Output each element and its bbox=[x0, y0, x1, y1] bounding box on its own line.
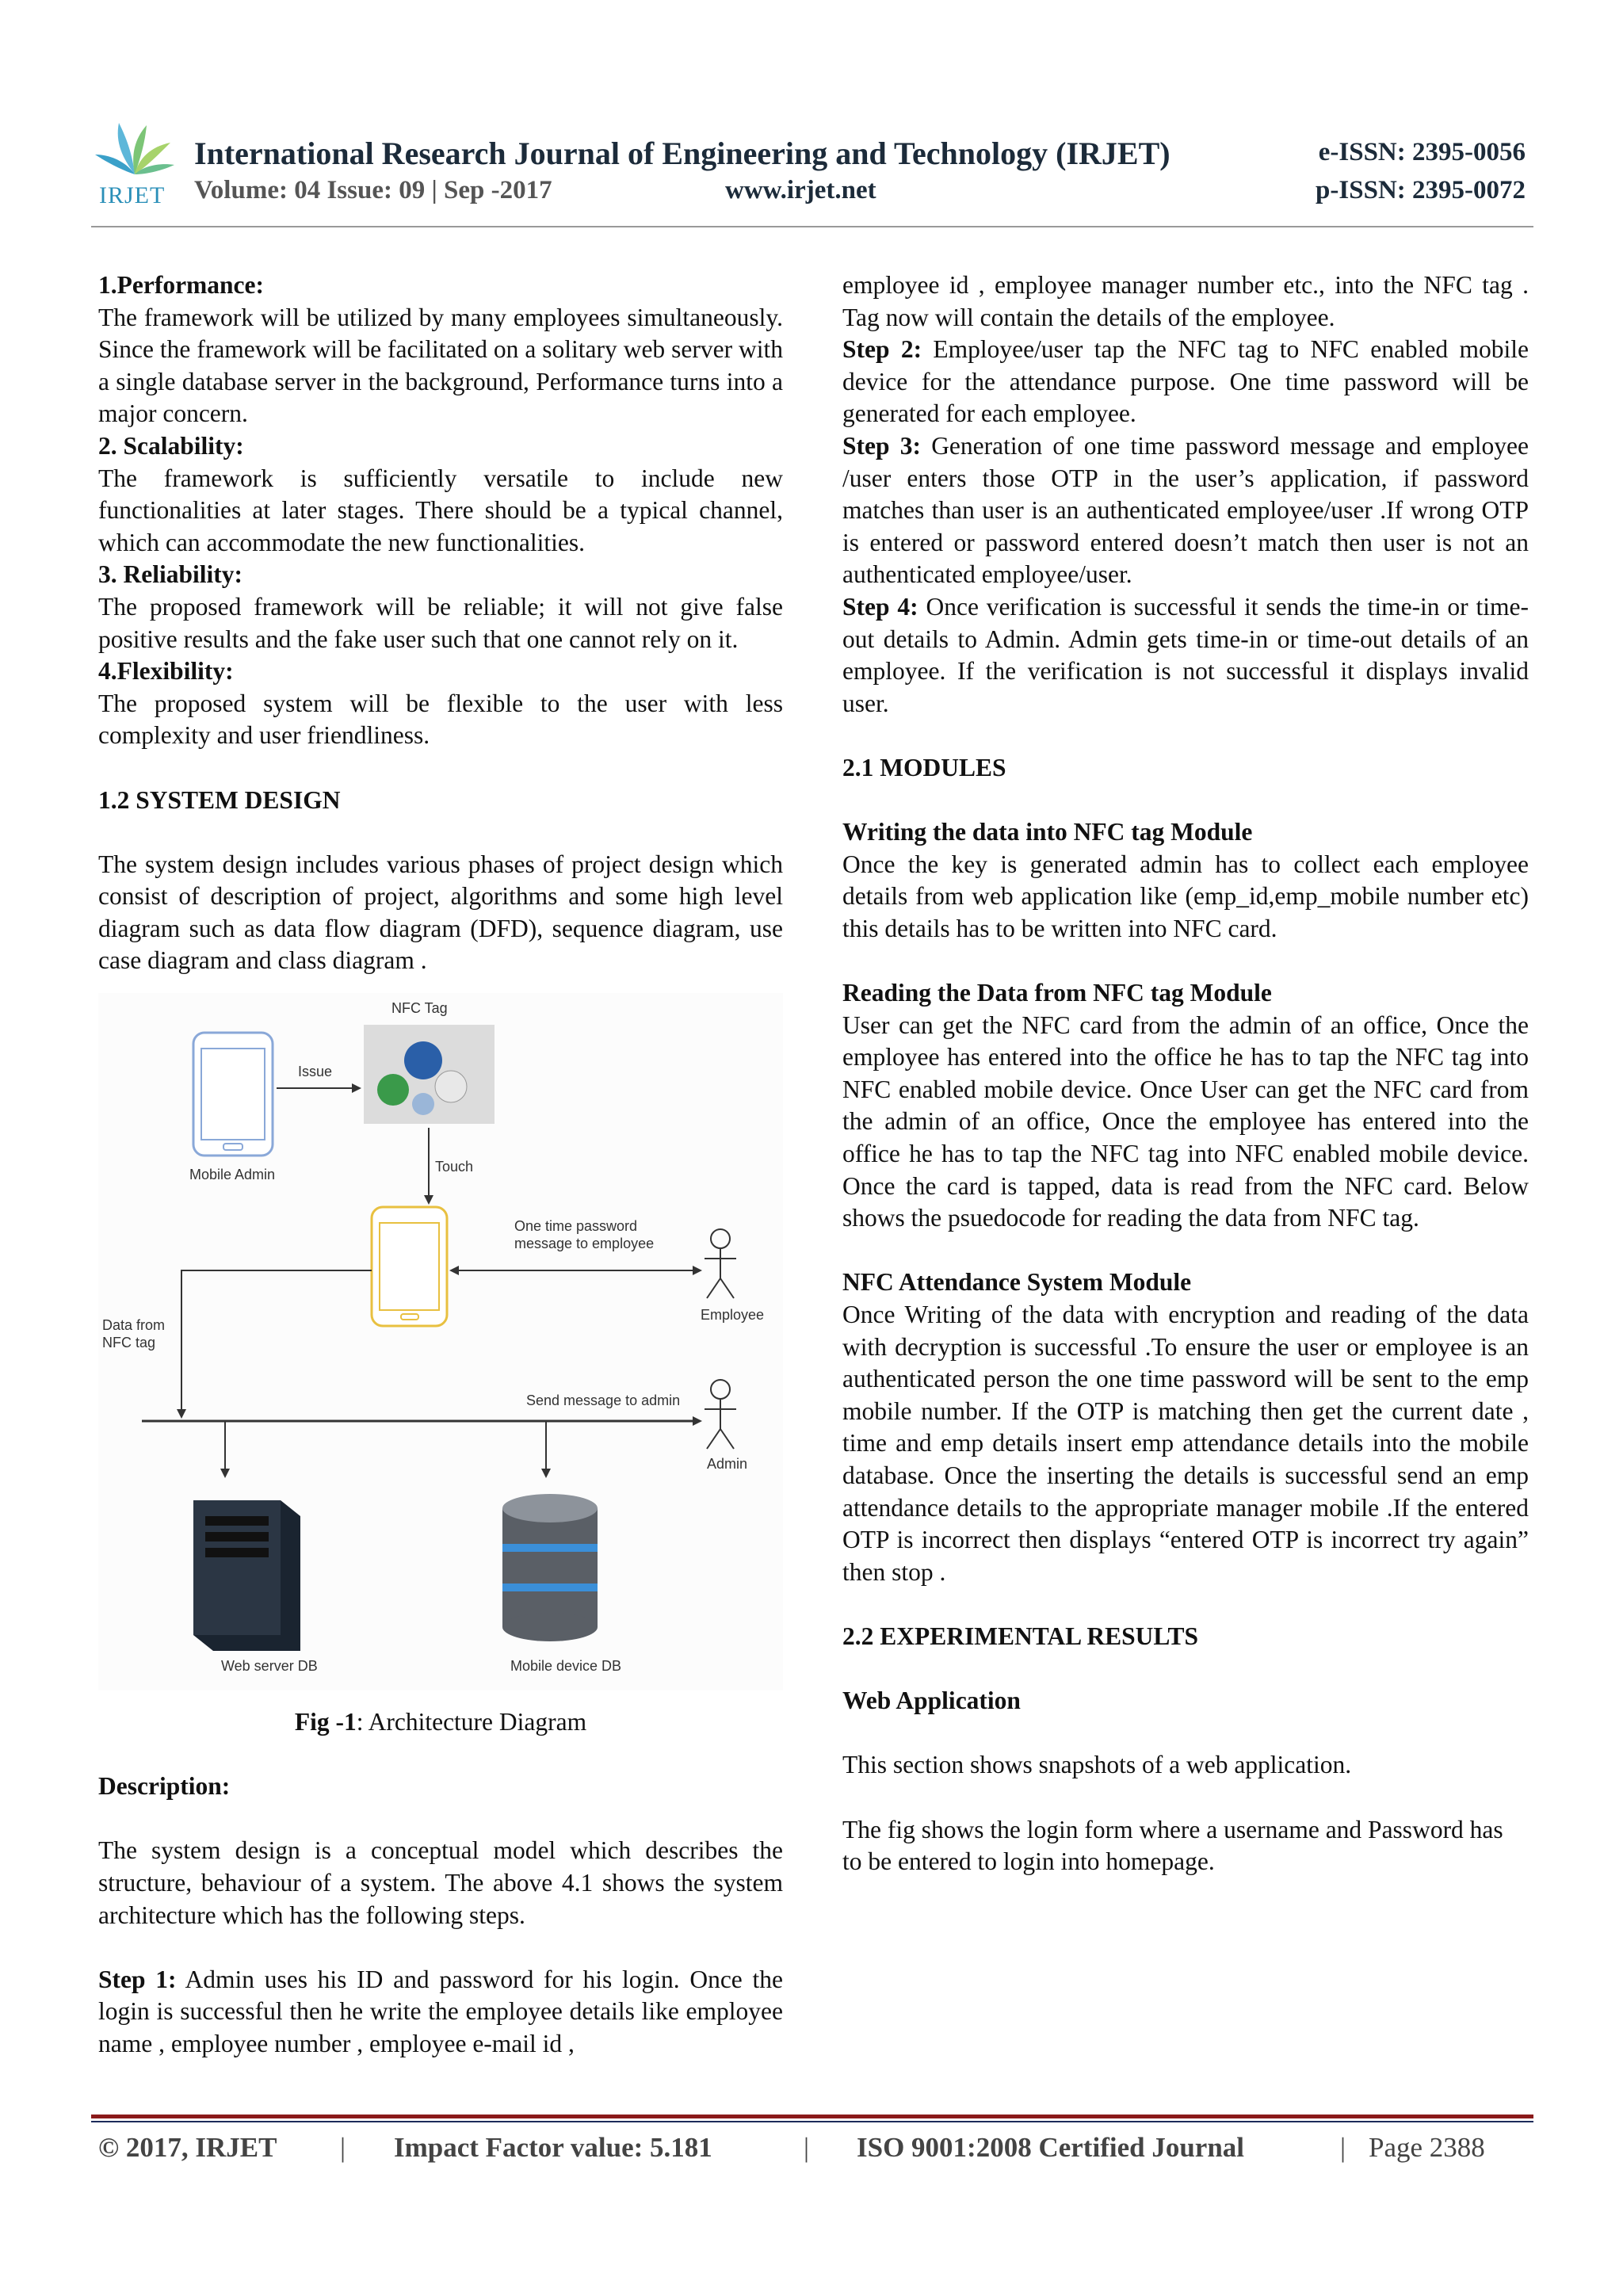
mobile-database-icon bbox=[502, 1494, 598, 1641]
reading-module-paragraph: User can get the NFC card from the admin of an office, Once the employee has entered into the office he has to tap the NFC tag into NFC enabled mobile device. Once User can get the NFC card from the admin of an office, Once the employee has entered into the office he has to tap the NFC tag into NFC enabled mobile device. Once the card is tapped, data is read from the NFC card. Below shows the psuedocode for reading the data from NFC tag. bbox=[842, 1010, 1529, 1232]
step3-paragraph: Step 3: Generation of one time password message and employee /user enters those OTP in the user’s application, if password matches than user is an authenticated employee/user .If wrong OTP is entered or password entered doesn’t match then user is not an authenticated employee/user. bbox=[842, 431, 1529, 589]
mobile-admin-label: Mobile Admin bbox=[189, 1167, 276, 1183]
writing-module-paragraph: Once the key is generated admin has to collect each employee details from web application like (emp_id,emp_mobile number etc) this details has to be written into NFC card. bbox=[842, 850, 1529, 942]
journal-url[interactable]: www.irjet.net bbox=[725, 176, 876, 204]
reliability-paragraph: The proposed framework will be reliable; it will not give false positive results and the fake user such that one cannot rely on it. bbox=[98, 592, 783, 653]
description-paragraph: The system design is a conceptual model which describes the structure, behaviour of a system. The above 4.1 shows the system architecture which has the following steps. bbox=[98, 1836, 783, 1929]
figure-caption: Fig -1: Architecture Diagram bbox=[294, 1708, 587, 1736]
mobile-admin-phone-icon bbox=[193, 1033, 273, 1156]
send-message-label: Send message to admin bbox=[526, 1392, 681, 1409]
journal-header bbox=[91, 119, 1533, 230]
nfc-tag-icon bbox=[364, 1025, 495, 1124]
web-server-label: Web server DB bbox=[221, 1658, 318, 1675]
left-column bbox=[98, 269, 783, 2061]
experimental-results-heading: 2.2 EXPERIMENTAL RESULTS bbox=[842, 1622, 1198, 1650]
issue-label: Issue bbox=[298, 1064, 333, 1080]
step4-paragraph: Step 4: Once verification is successful it sends the time-in or time-out details to Admin. Admin gets time-in or time-out details of an employee. If the verification is not successful it displays invalid user. bbox=[842, 592, 1529, 717]
system-design-heading: 1.2 SYSTEM DESIGN bbox=[98, 785, 341, 814]
login-figure-paragraph: The fig shows the login form where a username and Password has to be entered to login into homepage. bbox=[842, 1815, 1503, 1876]
web-application-paragraph: This section shows snapshots of a web application. bbox=[842, 1751, 1352, 1779]
description-heading: Description: bbox=[98, 1772, 231, 1801]
attendance-module-heading: NFC Attendance System Module bbox=[842, 1268, 1192, 1297]
performance-heading: 1.Performance: bbox=[98, 271, 265, 299]
header-divider bbox=[91, 226, 1533, 227]
web-application-heading: Web Application bbox=[842, 1687, 1021, 1715]
employee-phone-icon bbox=[372, 1207, 447, 1326]
architecture-diagram bbox=[98, 993, 783, 1706]
employee-label: Employee bbox=[701, 1307, 765, 1324]
footer-separator: | bbox=[340, 2132, 346, 2163]
data-from-label-line2: NFC tag bbox=[102, 1335, 156, 1351]
logo-text: IRJET bbox=[99, 182, 166, 208]
journal-title: International Research Journal of Engineering and Technology (IRJET) bbox=[194, 136, 1170, 171]
reading-module-heading: Reading the Data from NFC tag Module bbox=[842, 979, 1272, 1007]
data-from-label-line1: Data from bbox=[102, 1317, 166, 1334]
modules-heading: 2.1 MODULES bbox=[842, 753, 1006, 781]
flexibility-heading: 4.Flexibility: bbox=[98, 657, 234, 686]
footer-copyright: © 2017, IRJET bbox=[98, 2132, 277, 2163]
footer-divider-red bbox=[91, 2115, 1533, 2118]
flexibility-paragraph: The proposed system will be flexible to the user with less complexity and user friendliness. bbox=[98, 689, 783, 750]
footer-separator: | bbox=[1340, 2132, 1346, 2163]
attendance-module-paragraph: Once Writing of the data with encryption and reading of the data with decryption is successful .To ensure the user or employee is an authenticated person the one time password will be sent to the emp mobile number. If the OTP is matching then get the current date , time and emp details insert emp attendance details into the mobile database. Once the inserting the details is successful send an emp attendance details to the appropriate manager mobile .If the entered OTP is incorrect then displays “entered OTP is incorrect try again” then stop . bbox=[842, 1301, 1529, 1586]
footer-page-number: Page 2388 bbox=[1369, 2132, 1485, 2163]
reliability-heading: 3. Reliability: bbox=[98, 560, 242, 589]
architecture-diagram-svg bbox=[98, 993, 783, 1690]
nfc-tag-label: NFC Tag bbox=[391, 1000, 448, 1017]
writing-module-heading: Writing the data into NFC tag Module bbox=[842, 818, 1253, 846]
right-column bbox=[842, 269, 1529, 1878]
performance-paragraph: The framework will be utilized by many employees simultaneously. Since the framework will be facilitated on a solitary web server with a single database server in the background, Performance turns into a major concern. bbox=[98, 303, 783, 428]
volume-issue: Volume: 04 Issue: 09 | Sep -2017 bbox=[194, 176, 552, 204]
mobile-db-label: Mobile device DB bbox=[510, 1658, 622, 1675]
step2-paragraph: Step 2: Employee/user tap the NFC tag to NFC enabled mobile device for the attendance purpose. One time password will be generated for each employee. bbox=[842, 335, 1529, 428]
touch-label: Touch bbox=[435, 1159, 474, 1175]
scalability-paragraph: The framework is sufficiently versatile to include new functionalities at later stages. There should be a typical channel, which can accommodate the new functionalities. bbox=[98, 464, 783, 556]
e-issn: e-ISSN: 2395-0056 bbox=[1318, 138, 1526, 166]
otp-label-line1: One time password bbox=[514, 1218, 638, 1235]
step1-continued-paragraph: employee id , employee manager number etc., into the NFC tag . Tag now will contain the details of the employee. bbox=[842, 271, 1529, 331]
otp-label-line2: message to employee bbox=[514, 1236, 655, 1252]
scalability-heading: 2. Scalability: bbox=[98, 431, 244, 460]
web-server-icon bbox=[193, 1500, 300, 1651]
system-design-paragraph: The system design includes various phases of project design which consist of description of project, algorithms and some high level diagram such as data flow diagram (DFD), sequence diagram, use case diagram and class diagram . bbox=[98, 850, 783, 975]
admin-label: Admin bbox=[707, 1456, 748, 1473]
footer-divider-blue bbox=[91, 2121, 1533, 2122]
footer-impact-factor: Impact Factor value: 5.181 bbox=[394, 2132, 712, 2163]
step1-paragraph: Step 1: Admin uses his ID and password for his login. Once the login is successful then he write the employee details like employee name , employee number , employee e-mail id , bbox=[98, 1965, 784, 2057]
p-issn: p-ISSN: 2395-0072 bbox=[1316, 176, 1526, 204]
footer-iso: ISO 9001:2008 Certified Journal bbox=[857, 2132, 1245, 2163]
footer-separator: | bbox=[804, 2132, 810, 2163]
